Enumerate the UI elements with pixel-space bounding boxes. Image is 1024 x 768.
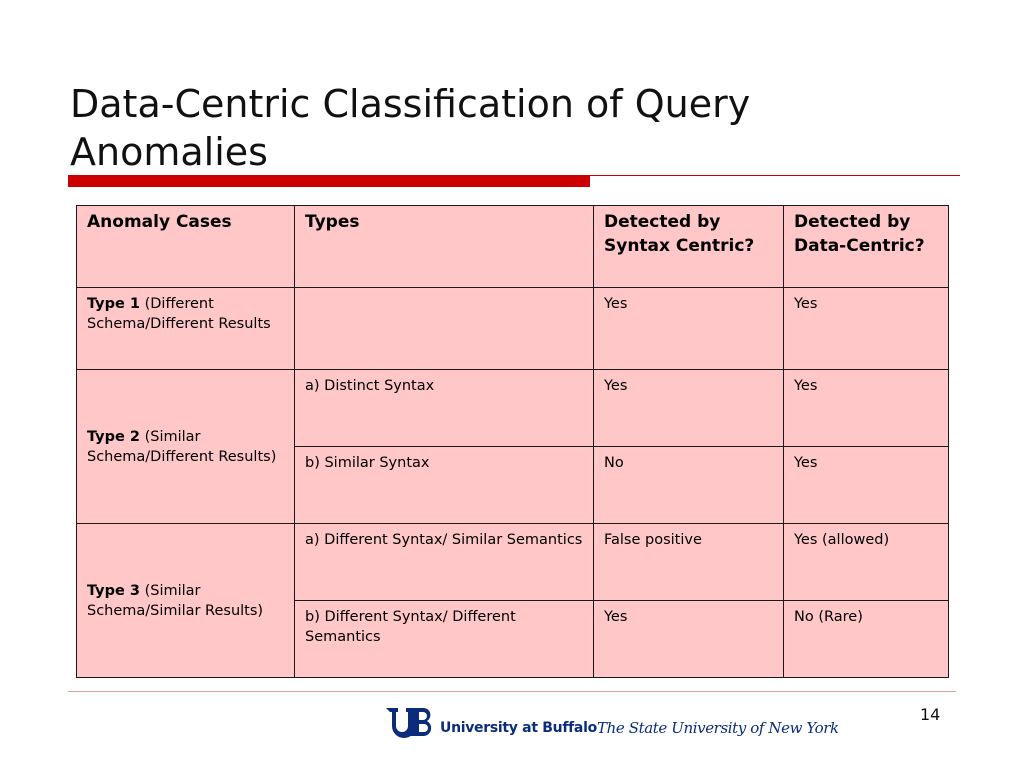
type3b-syntax: Yes [594,601,784,678]
footer-divider [68,691,956,692]
state-university-name: The State University of New York [597,719,839,737]
type2b-data: Yes [784,447,949,524]
type1-data: Yes [784,288,949,370]
header-types: Types [295,206,594,288]
university-name: University at Buffalo [440,720,597,736]
type1-syntax: Yes [594,288,784,370]
type2a-syntax: Yes [594,370,784,447]
page-number: 14 [920,705,941,724]
case-type3-label: Type 3 [87,582,140,599]
header-anomaly-cases: Anomaly Cases [77,206,295,288]
case-type2-label: Type 2 [87,428,140,445]
type3a-data: Yes (allowed) [784,524,949,601]
title-underline-thin [590,175,960,176]
type3a-types: a) Different Syntax/ Similar Semantics [295,524,594,601]
header-data-centric: Detected by Data-Centric? [784,206,949,288]
anomaly-classification-table [76,205,949,678]
type3b-types: b) Different Syntax/ Different Semantics [295,601,594,678]
case-type3-desc: (Similar Schema/Similar Results) [87,582,264,619]
type2b-syntax: No [594,447,784,524]
type2b-types: b) Similar Syntax [295,447,594,524]
case-type1-desc: (Different Schema/Different Results [87,296,271,332]
type2a-data: Yes [784,370,949,447]
table-header-row [77,206,949,288]
header-syntax-centric: Detected by Syntax Centric? [594,206,784,288]
table-row [77,288,949,370]
type3b-data: No (Rare) [784,601,949,678]
ub-logo-icon [384,706,436,738]
case-type1-label: Type 1 [87,296,140,312]
type2a-types: a) Distinct Syntax [295,370,594,447]
table-row [77,370,949,447]
title-underline-thick [68,175,590,187]
case-type2-desc: (Similar Schema/Different Results) [87,428,277,465]
case-type2 [77,370,295,524]
type3a-syntax: False positive [594,524,784,601]
type1-types [295,288,594,370]
table-row [77,524,949,601]
slide-title: Data-Centric Classification of Query Anomalies [70,82,751,174]
case-type3 [77,524,295,678]
case-type1 [77,288,295,370]
